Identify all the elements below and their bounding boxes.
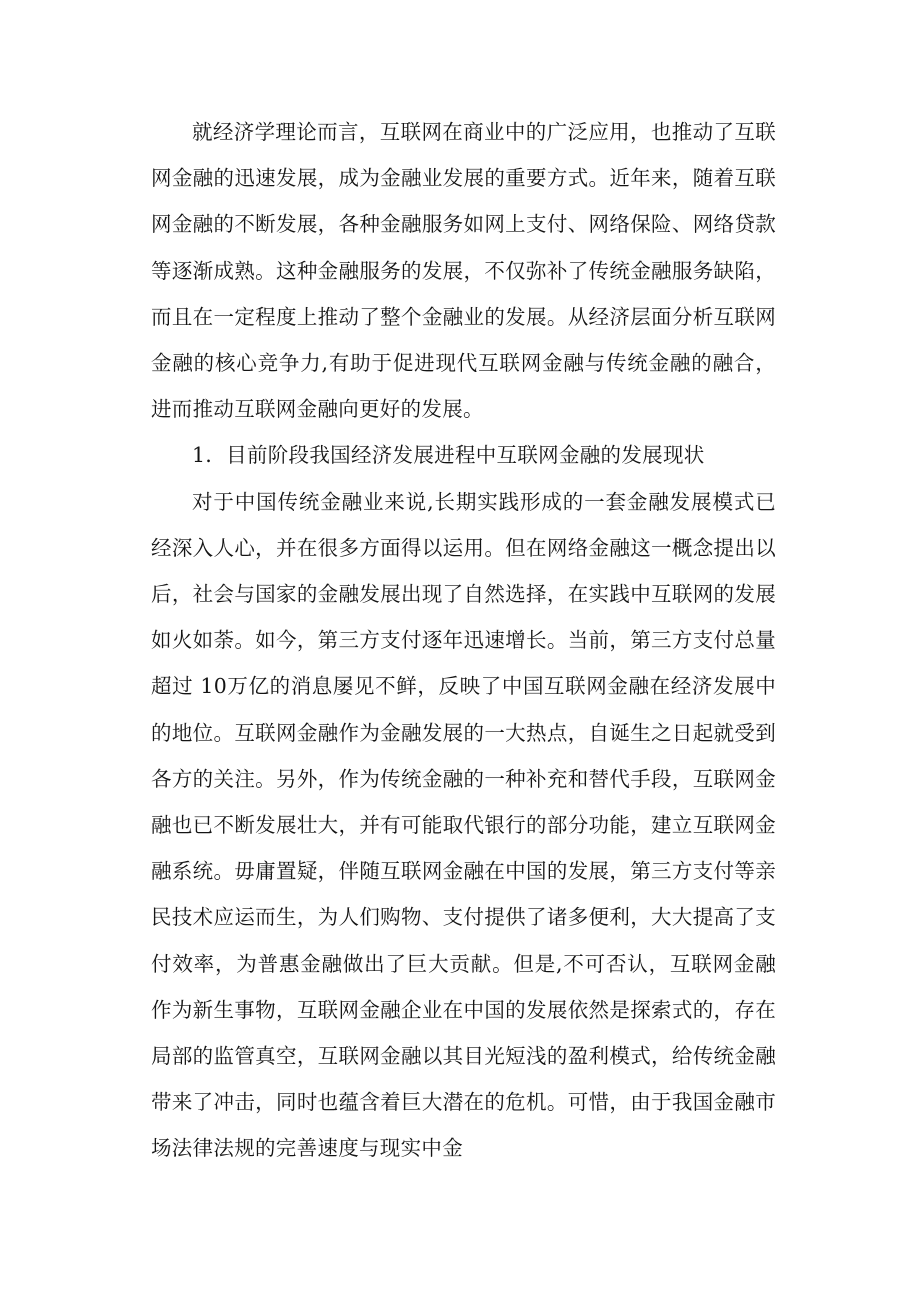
document-body <box>151 109 776 1172</box>
section-heading: 1．目前阶段我国经济发展进程中互联网金融的发展现状 <box>192 443 705 468</box>
intro-paragraph: 就经济学理论而言，互联网在商业中的广泛应用，也推动了互联网金融的迅速发展，成为金融业发展的重要方式。近年来，随着互联网金融的不断发展，各种金融服务如网上支付、网络保险、网络贷款等逐渐成熟。这种金融服务的发展，不仅弥补了传统金融服务缺陷，而且在一定程度上推动了整个金融业的发展。从经济层面分析互联网金融的核心竞争力,有助于促进现代互联网金融与传统金融的融合，进而推动互联网金融向更好的发展。 <box>151 120 776 422</box>
body-paragraph: 对于中国传统金融业来说,长期实践形成的一套金融发展模式已经深入人心，并在很多方面得以运用。但在网络金融这一概念提出以后，社会与国家的金融发展出现了自然选择，在实践中互联网的发展如火如荼。如今，第三方支付逐年迅速增长。当前，第三方支付总量超过 10万亿的消息屡见不鲜，反映了中国互联网金融在经济发展中的地位。互联网金融作为金融发展的一大热点，自诞生之日起就受到各方的关注。另外，作为传统金融的一种补充和替代手段，互联网金融也已不断发展壮大，并有可能取代银行的部分功能，建立互联网金融系统。毋庸置疑，伴随互联网金融在中国的发展，第三方支付等亲民技术应运而生，为人们购物、支付提供了诸多便利，大大提高了支付效率，为普惠金融做出了巨大贡献。但是,不可否认，互联网金融作为新生事物，互联网金融企业在中国的发展依然是探索式的，存在局部的监管真空，互联网金融以其目光短浅的盈利模式，给传统金融带来了冲击，同时也蕴含着巨大潜在的危机。可惜，由于我国金融市场法律法规的完善速度与现实中金 <box>151 489 776 1161</box>
